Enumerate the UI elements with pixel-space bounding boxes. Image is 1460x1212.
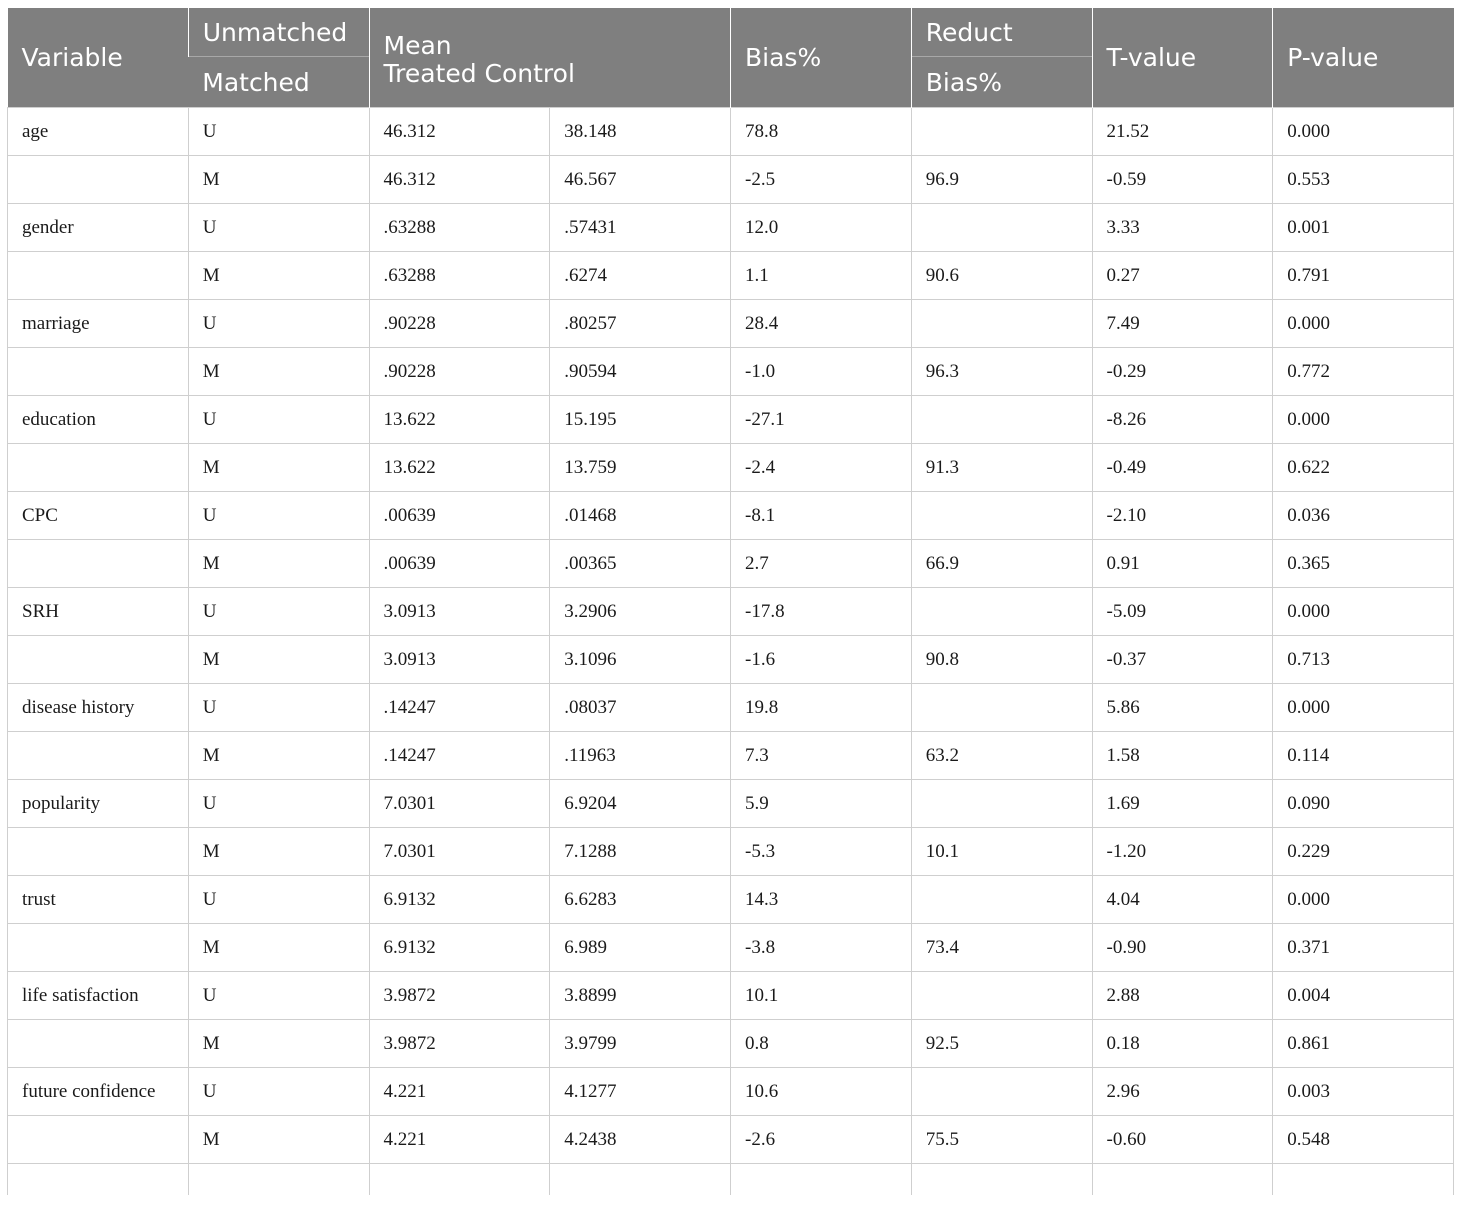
cell-sample: M <box>188 1020 369 1068</box>
cell-control-mean: 3.8899 <box>550 972 731 1020</box>
header-bias: Bias% <box>731 8 912 108</box>
cell-bias: -3.8 <box>731 924 912 972</box>
cell-variable <box>8 444 189 492</box>
cell-reduct-bias: 73.4 <box>911 924 1092 972</box>
cell-control-mean: .08037 <box>550 684 731 732</box>
cell-variable: popularity <box>8 780 189 828</box>
cell-sample: U <box>188 972 369 1020</box>
cell-p-value: 0.000 <box>1273 876 1454 924</box>
cell-variable: SRH <box>8 588 189 636</box>
cell-p-value: 0.000 <box>1273 108 1454 156</box>
cell-reduct-bias <box>911 300 1092 348</box>
cell-variable: age <box>8 108 189 156</box>
cell-t-value: -0.90 <box>1092 924 1273 972</box>
cell-variable: marriage <box>8 300 189 348</box>
table-row <box>8 588 1454 636</box>
cell-p-value: 0.553 <box>1273 156 1454 204</box>
cell-variable <box>8 348 189 396</box>
table-row <box>8 348 1454 396</box>
cell-reduct-bias <box>911 492 1092 540</box>
spacer-cell <box>369 1164 550 1196</box>
cell-variable: education <box>8 396 189 444</box>
cell-reduct-bias <box>911 108 1092 156</box>
cell-t-value: 21.52 <box>1092 108 1273 156</box>
cell-bias: -2.4 <box>731 444 912 492</box>
cell-treated-mean: 4.221 <box>369 1068 550 1116</box>
spacer-cell <box>1273 1164 1454 1196</box>
cell-bias: 10.6 <box>731 1068 912 1116</box>
cell-reduct-bias: 10.1 <box>911 828 1092 876</box>
cell-variable: future confidence <box>8 1068 189 1116</box>
table-row <box>8 1116 1454 1164</box>
header-reduct-bias: Bias% <box>911 57 1092 108</box>
cell-control-mean: .90594 <box>550 348 731 396</box>
table-header <box>8 8 1454 108</box>
cell-p-value: 0.861 <box>1273 1020 1454 1068</box>
cell-t-value: -5.09 <box>1092 588 1273 636</box>
cell-sample: U <box>188 204 369 252</box>
cell-p-value: 0.000 <box>1273 588 1454 636</box>
cell-variable <box>8 732 189 780</box>
cell-reduct-bias: 90.8 <box>911 636 1092 684</box>
cell-variable: disease history <box>8 684 189 732</box>
cell-bias: -1.6 <box>731 636 912 684</box>
cell-reduct-bias: 96.9 <box>911 156 1092 204</box>
table-row <box>8 492 1454 540</box>
cell-p-value: 0.004 <box>1273 972 1454 1020</box>
cell-sample: U <box>188 396 369 444</box>
cell-variable: trust <box>8 876 189 924</box>
cell-bias: 19.8 <box>731 684 912 732</box>
cell-control-mean: .6274 <box>550 252 731 300</box>
cell-control-mean: 6.989 <box>550 924 731 972</box>
cell-p-value: 0.622 <box>1273 444 1454 492</box>
cell-treated-mean: 3.0913 <box>369 588 550 636</box>
cell-control-mean: 15.195 <box>550 396 731 444</box>
cell-variable <box>8 828 189 876</box>
cell-bias: 28.4 <box>731 300 912 348</box>
cell-control-mean: 6.6283 <box>550 876 731 924</box>
cell-reduct-bias: 75.5 <box>911 1116 1092 1164</box>
cell-bias: 78.8 <box>731 108 912 156</box>
cell-reduct-bias <box>911 588 1092 636</box>
cell-t-value: 4.04 <box>1092 876 1273 924</box>
table-container <box>7 8 1453 1195</box>
table-row <box>8 636 1454 684</box>
cell-sample: M <box>188 156 369 204</box>
cell-sample: U <box>188 780 369 828</box>
header-matched: Matched <box>188 57 369 108</box>
cell-treated-mean: .63288 <box>369 252 550 300</box>
spacer-cell <box>911 1164 1092 1196</box>
cell-t-value: -2.10 <box>1092 492 1273 540</box>
cell-reduct-bias: 90.6 <box>911 252 1092 300</box>
cell-p-value: 0.114 <box>1273 732 1454 780</box>
cell-reduct-bias: 63.2 <box>911 732 1092 780</box>
cell-t-value: -0.37 <box>1092 636 1273 684</box>
cell-treated-mean: 13.622 <box>369 444 550 492</box>
cell-t-value: 0.91 <box>1092 540 1273 588</box>
cell-p-value: 0.772 <box>1273 348 1454 396</box>
cell-control-mean: 3.9799 <box>550 1020 731 1068</box>
cell-sample: U <box>188 300 369 348</box>
cell-reduct-bias <box>911 780 1092 828</box>
balance-test-table <box>7 8 1454 1195</box>
cell-p-value: 0.000 <box>1273 396 1454 444</box>
table-row <box>8 972 1454 1020</box>
header-reduct: Reduct <box>911 8 1092 57</box>
cell-t-value: 1.58 <box>1092 732 1273 780</box>
cell-treated-mean: 7.0301 <box>369 828 550 876</box>
cell-control-mean: .57431 <box>550 204 731 252</box>
header-t-value: T-value <box>1092 8 1273 108</box>
spacer-cell <box>731 1164 912 1196</box>
table-row <box>8 1068 1454 1116</box>
cell-t-value: -1.20 <box>1092 828 1273 876</box>
header-mean-label: Mean <box>383 30 452 60</box>
cell-bias: 0.8 <box>731 1020 912 1068</box>
cell-t-value: 2.88 <box>1092 972 1273 1020</box>
cell-sample: U <box>188 588 369 636</box>
cell-sample: M <box>188 732 369 780</box>
cell-treated-mean: .00639 <box>369 540 550 588</box>
cell-reduct-bias: 66.9 <box>911 540 1092 588</box>
cell-control-mean: 13.759 <box>550 444 731 492</box>
cell-control-mean: 3.2906 <box>550 588 731 636</box>
cell-t-value: -8.26 <box>1092 396 1273 444</box>
cell-sample: M <box>188 924 369 972</box>
cell-treated-mean: 6.9132 <box>369 924 550 972</box>
cell-variable: life satisfaction <box>8 972 189 1020</box>
cell-t-value: -0.60 <box>1092 1116 1273 1164</box>
cell-variable <box>8 1020 189 1068</box>
cell-sample: U <box>188 876 369 924</box>
spacer-cell <box>550 1164 731 1196</box>
table-row <box>8 252 1454 300</box>
cell-p-value: 0.003 <box>1273 1068 1454 1116</box>
cell-t-value: -0.59 <box>1092 156 1273 204</box>
cell-sample: M <box>188 348 369 396</box>
cell-variable <box>8 924 189 972</box>
cell-sample: U <box>188 108 369 156</box>
cell-p-value: 0.229 <box>1273 828 1454 876</box>
cell-control-mean: 6.9204 <box>550 780 731 828</box>
cell-p-value: 0.036 <box>1273 492 1454 540</box>
cell-sample: M <box>188 636 369 684</box>
cell-treated-mean: .14247 <box>369 732 550 780</box>
cell-sample: M <box>188 540 369 588</box>
table-row <box>8 204 1454 252</box>
cell-bias: 10.1 <box>731 972 912 1020</box>
spacer-cell <box>8 1164 189 1196</box>
cell-p-value: 0.548 <box>1273 1116 1454 1164</box>
cell-t-value: 1.69 <box>1092 780 1273 828</box>
cell-control-mean: 4.2438 <box>550 1116 731 1164</box>
cell-sample: U <box>188 684 369 732</box>
table-row <box>8 1020 1454 1068</box>
cell-control-mean: .00365 <box>550 540 731 588</box>
cell-variable <box>8 252 189 300</box>
cell-treated-mean: 4.221 <box>369 1116 550 1164</box>
cell-reduct-bias <box>911 684 1092 732</box>
table-row <box>8 396 1454 444</box>
cell-control-mean: 38.148 <box>550 108 731 156</box>
cell-treated-mean: 3.0913 <box>369 636 550 684</box>
table-row <box>8 108 1454 156</box>
cell-p-value: 0.371 <box>1273 924 1454 972</box>
cell-t-value: 3.33 <box>1092 204 1273 252</box>
cell-t-value: 0.27 <box>1092 252 1273 300</box>
cell-treated-mean: 7.0301 <box>369 780 550 828</box>
cell-treated-mean: 46.312 <box>369 108 550 156</box>
cell-p-value: 0.000 <box>1273 684 1454 732</box>
cell-control-mean: 46.567 <box>550 156 731 204</box>
cell-sample: M <box>188 1116 369 1164</box>
header-mean <box>369 8 731 108</box>
cell-sample: U <box>188 492 369 540</box>
cell-bias: -2.5 <box>731 156 912 204</box>
cell-bias: 2.7 <box>731 540 912 588</box>
cell-p-value: 0.365 <box>1273 540 1454 588</box>
cell-sample: M <box>188 828 369 876</box>
spacer-cell <box>188 1164 369 1196</box>
cell-reduct-bias <box>911 972 1092 1020</box>
cell-reduct-bias: 92.5 <box>911 1020 1092 1068</box>
header-variable: Variable <box>8 8 189 108</box>
cell-sample: M <box>188 444 369 492</box>
cell-treated-mean: 3.9872 <box>369 972 550 1020</box>
cell-control-mean: .11963 <box>550 732 731 780</box>
cell-treated-mean: 3.9872 <box>369 1020 550 1068</box>
table-body <box>8 108 1454 1196</box>
cell-p-value: 0.000 <box>1273 300 1454 348</box>
table-row <box>8 156 1454 204</box>
header-treated-control: Treated Control <box>383 58 575 88</box>
cell-t-value: -0.29 <box>1092 348 1273 396</box>
cell-treated-mean: .90228 <box>369 300 550 348</box>
cell-control-mean: 3.1096 <box>550 636 731 684</box>
table-row <box>8 540 1454 588</box>
table-row <box>8 732 1454 780</box>
cell-bias: 1.1 <box>731 252 912 300</box>
table-row <box>8 924 1454 972</box>
cell-sample: M <box>188 252 369 300</box>
cell-bias: -27.1 <box>731 396 912 444</box>
table-row <box>8 828 1454 876</box>
cell-variable: CPC <box>8 492 189 540</box>
cell-treated-mean: .14247 <box>369 684 550 732</box>
cell-reduct-bias: 91.3 <box>911 444 1092 492</box>
table-row <box>8 780 1454 828</box>
cell-variable <box>8 156 189 204</box>
cell-reduct-bias <box>911 396 1092 444</box>
cell-treated-mean: 6.9132 <box>369 876 550 924</box>
cell-treated-mean: 13.622 <box>369 396 550 444</box>
cell-bias: 12.0 <box>731 204 912 252</box>
cell-reduct-bias <box>911 1068 1092 1116</box>
cell-variable <box>8 636 189 684</box>
table-row <box>8 300 1454 348</box>
cell-control-mean: 7.1288 <box>550 828 731 876</box>
table-footer-spacer <box>8 1164 1454 1196</box>
cell-sample: U <box>188 1068 369 1116</box>
cell-bias: -2.6 <box>731 1116 912 1164</box>
header-unmatched: Unmatched <box>188 8 369 57</box>
cell-control-mean: .80257 <box>550 300 731 348</box>
cell-treated-mean: .63288 <box>369 204 550 252</box>
header-p-value: P-value <box>1273 8 1454 108</box>
cell-t-value: 7.49 <box>1092 300 1273 348</box>
cell-t-value: 0.18 <box>1092 1020 1273 1068</box>
cell-t-value: 5.86 <box>1092 684 1273 732</box>
cell-bias: -17.8 <box>731 588 912 636</box>
table-row <box>8 876 1454 924</box>
cell-reduct-bias <box>911 876 1092 924</box>
cell-bias: -8.1 <box>731 492 912 540</box>
cell-variable <box>8 1116 189 1164</box>
cell-control-mean: .01468 <box>550 492 731 540</box>
cell-treated-mean: .90228 <box>369 348 550 396</box>
cell-treated-mean: .00639 <box>369 492 550 540</box>
table-row <box>8 684 1454 732</box>
table-row <box>8 444 1454 492</box>
cell-p-value: 0.791 <box>1273 252 1454 300</box>
cell-bias: 14.3 <box>731 876 912 924</box>
cell-bias: 7.3 <box>731 732 912 780</box>
cell-bias: -1.0 <box>731 348 912 396</box>
cell-p-value: 0.713 <box>1273 636 1454 684</box>
cell-control-mean: 4.1277 <box>550 1068 731 1116</box>
cell-t-value: 2.96 <box>1092 1068 1273 1116</box>
cell-p-value: 0.090 <box>1273 780 1454 828</box>
cell-p-value: 0.001 <box>1273 204 1454 252</box>
cell-bias: 5.9 <box>731 780 912 828</box>
cell-reduct-bias <box>911 204 1092 252</box>
cell-bias: -5.3 <box>731 828 912 876</box>
cell-t-value: -0.49 <box>1092 444 1273 492</box>
cell-treated-mean: 46.312 <box>369 156 550 204</box>
cell-reduct-bias: 96.3 <box>911 348 1092 396</box>
cell-variable: gender <box>8 204 189 252</box>
spacer-cell <box>1092 1164 1273 1196</box>
cell-variable <box>8 540 189 588</box>
